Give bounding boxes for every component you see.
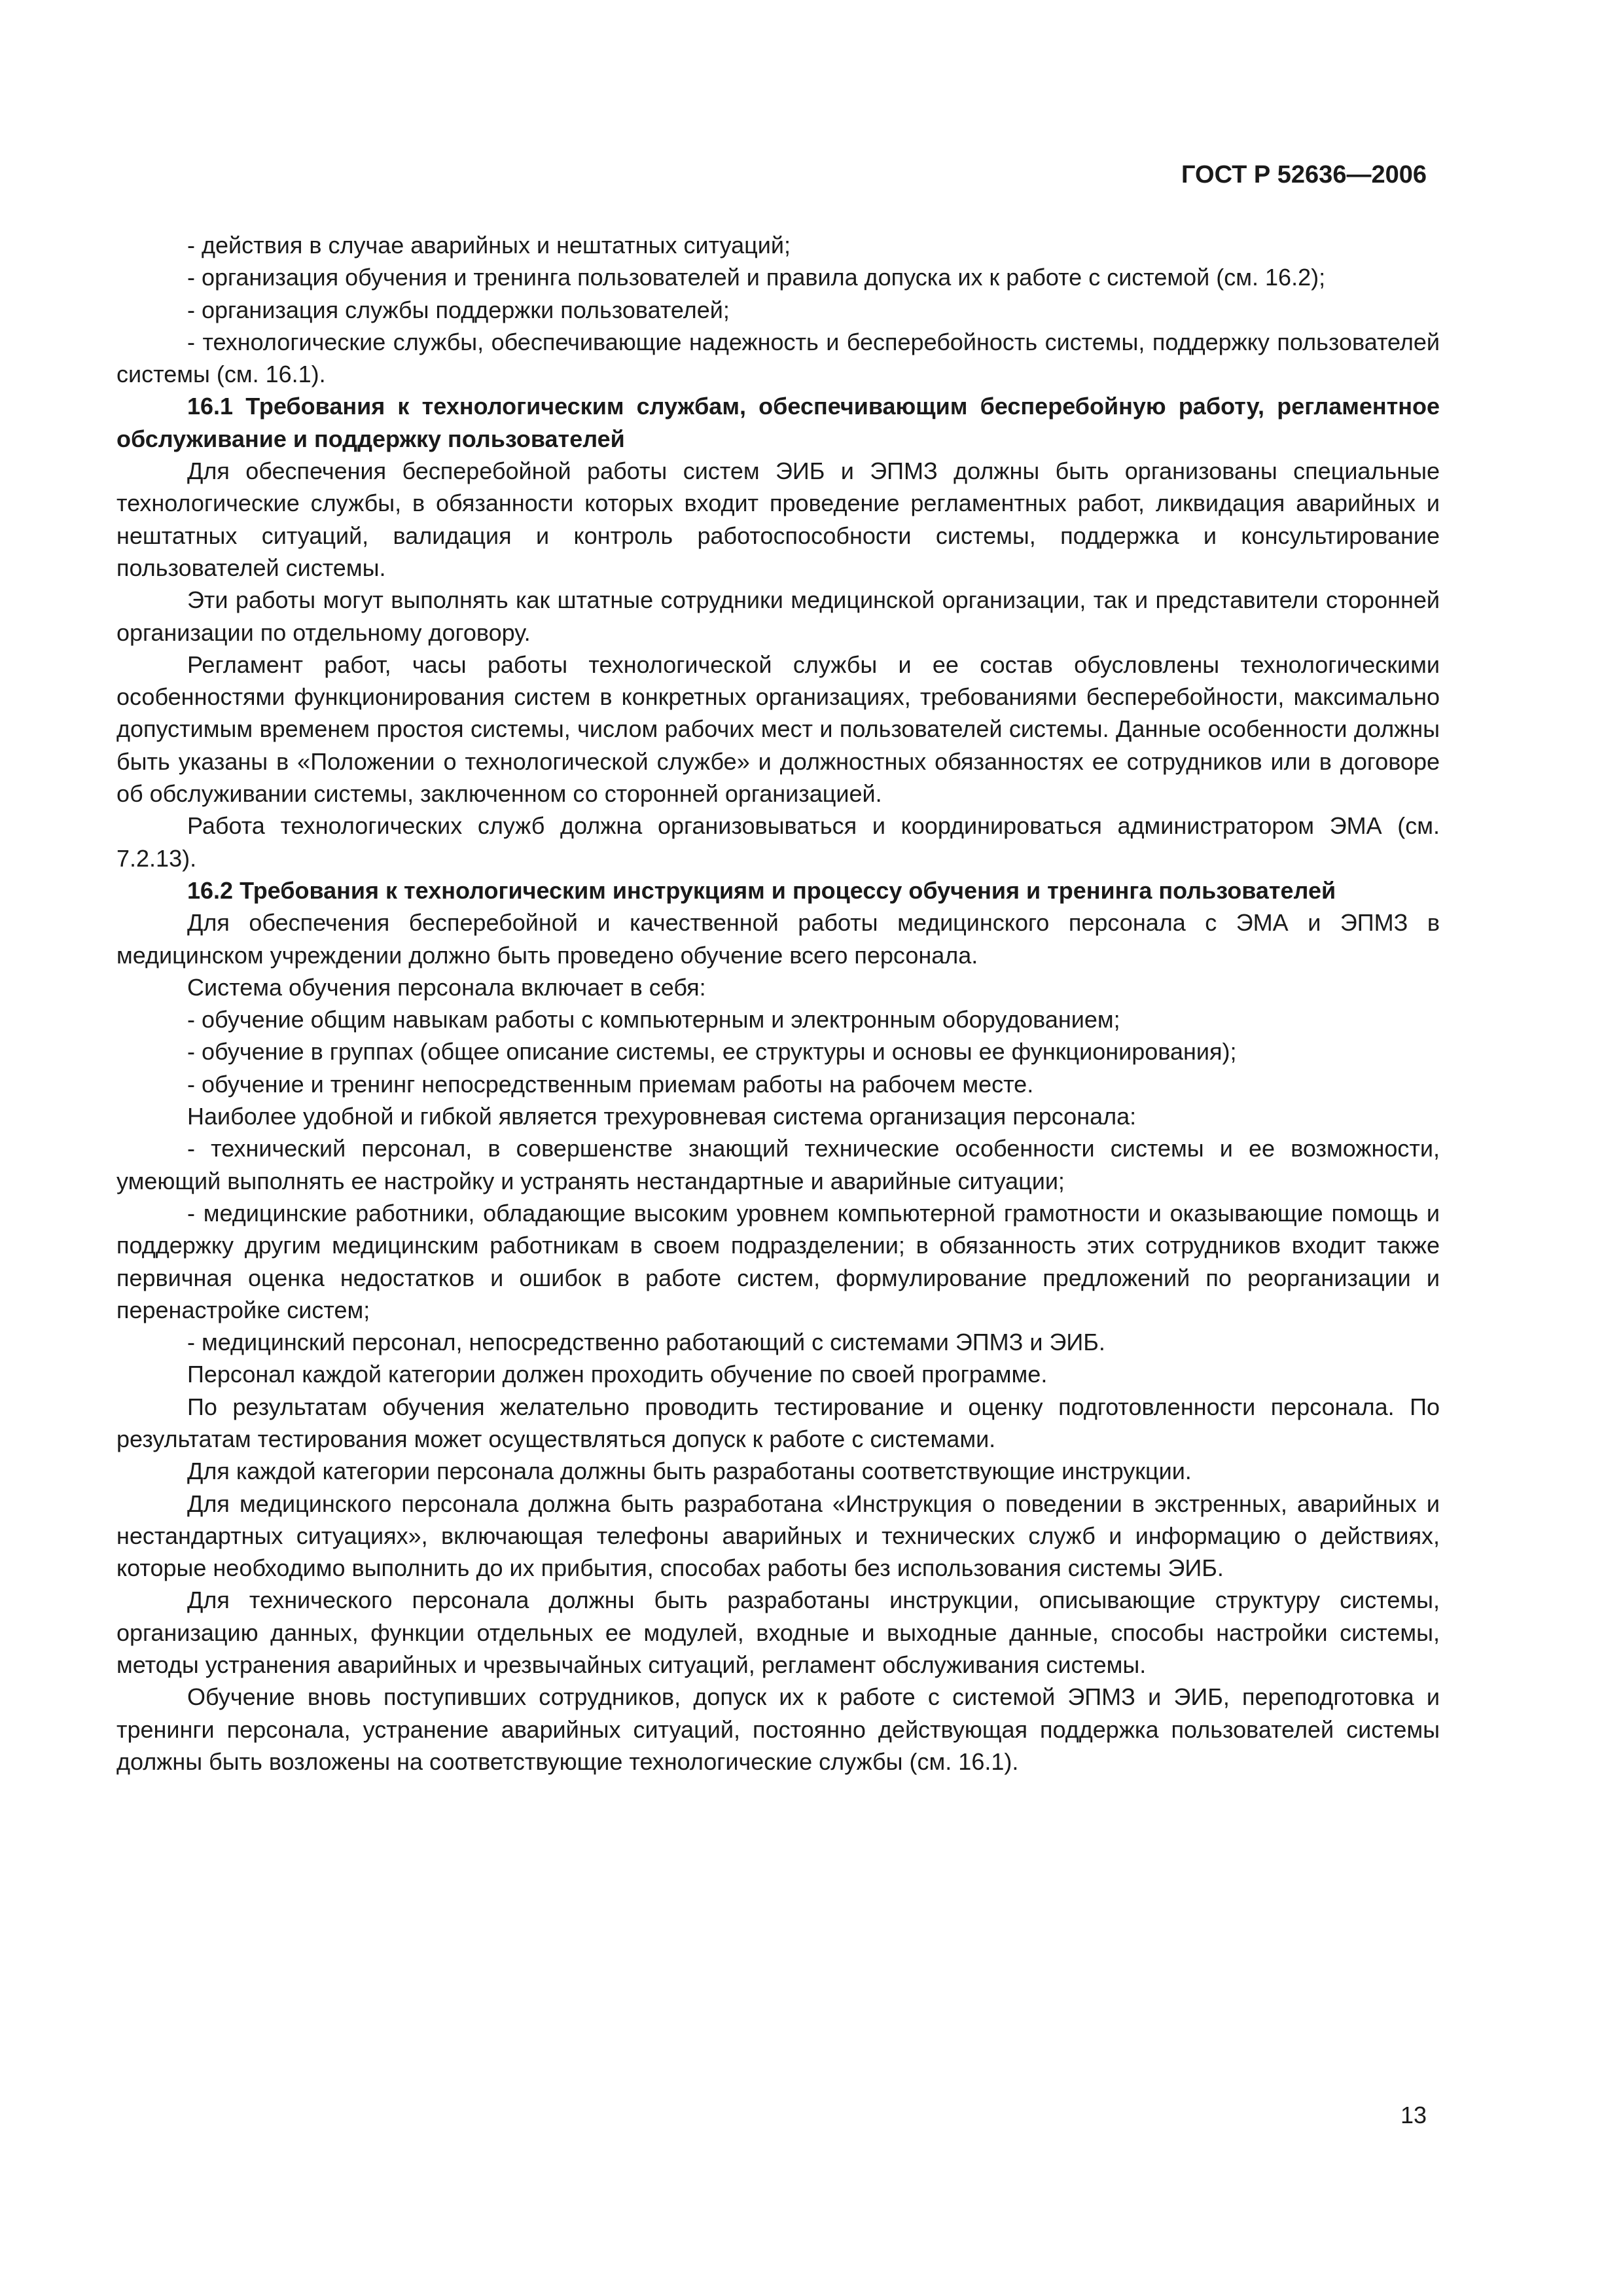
list-item: - технический персонал, в совершенстве знающий технические особенности системы и ее возможности, умеющий выполнять ее настройку и устранять нестандартные и аварийные ситуации; — [116, 1135, 1440, 1194]
list-item: - технологические службы, обеспечивающие надежность и бесперебойность системы, поддержку пользователей системы (см. 16.1). — [116, 328, 1440, 388]
list-item: - обучение и тренинг непосредственным приемам работы на рабочем месте. — [187, 1070, 1034, 1098]
body-paragraph: Для обеспечения бесперебойной и качественной работы медицинского персонала с ЭМА и ЭПМЗ в медицинском учреждении должно быть проведено обучение всего персонала. — [116, 909, 1440, 969]
body-paragraph: Регламент работ, часы работы технологической службы и ее состав обусловлены технологическими особенностями функционирования систем в конкретных организациях, требованиями бесперебойности, максимально допустимым временем простоя системы, числом рабочих мест и пользователей системы. Данные особенности должны быть указаны в «Положении о технологической службе» и должностных обязанностях ее сотрудников или в договоре об обслуживании системы, заключенном со сторонней организацией. — [116, 651, 1440, 808]
list-item: - обучение в группах (общее описание системы, ее структуры и основы ее функционирования); — [187, 1038, 1237, 1066]
body-paragraph: Для технического персонала должны быть разработаны инструкции, описывающие структуру системы, организацию данных, функции отдельных ее модулей, входные и выходные данные, способы настройки системы, методы устранения аварийных и чрезвычайных ситуаций, регламент обслуживания системы. — [116, 1587, 1440, 1679]
list-item: - медицинские работники, обладающие высоким уровнем компьютерной грамотности и оказывающие помощь и поддержку другим медицинским работникам в своем подразделении; в обязанность этих сотрудников входит также первичная оценка недостатков и ошибок в работе систем, формулирование предложений по реорганизации и перенастройке систем; — [116, 1199, 1440, 1323]
body-paragraph: Работа технологических служб должна организовываться и координироваться администратором ЭМА (см. 7.2.13). — [116, 812, 1440, 872]
document-body — [116, 229, 1440, 1778]
body-paragraph: Для медицинского персонала должна быть разработана «Инструкция о поведении в экстренных, аварийных и нестандартных ситуациях», включающая телефоны аварийных и технических служб и информацию о действиях, которые необходимо выполнить до их прибытия, способах работы без использования системы ЭИБ. — [116, 1490, 1440, 1582]
body-paragraph: По результатам обучения желательно проводить тестирование и оценку подготовленности персонала. По результатам тестирования может осуществляться допуск к работе с системами. — [116, 1393, 1440, 1452]
body-paragraph: Для обеспечения бесперебойной работы систем ЭИБ и ЭПМЗ должны быть организованы специальные технологические службы, в обязанности которых входит проведение регламентных работ, ликвидация аварийных и нештатных ситуаций, валидация и контроль работоспособности системы, поддержка и консультирование пользователей системы. — [116, 457, 1440, 581]
list-item: - организация обучения и тренинга пользователей и правила допуска их к работе с системой (см. 16.2); — [187, 264, 1326, 291]
section-heading-16-1: 16.1 Требования к технологическим службам, обеспечивающим бесперебойную работу, регламентное обслуживание и поддержку пользователей — [116, 393, 1440, 452]
section-heading-16-2: 16.2 Требования к технологическим инструкциям и процессу обучения и тренинга пользователей — [187, 876, 1336, 904]
body-paragraph: Для каждой категории персонала должны быть разработаны соответствующие инструкции. — [187, 1458, 1192, 1485]
standard-designation: ГОСТ Р 52636—2006 — [1181, 161, 1427, 188]
list-item: - обучение общим навыкам работы с компьютерным и электронным оборудованием; — [187, 1006, 1120, 1033]
list-item: - действия в случае аварийных и нештатных ситуаций; — [187, 232, 791, 259]
list-item: - медицинский персонал, непосредственно работающий с системами ЭПМЗ и ЭИБ. — [187, 1329, 1105, 1356]
body-paragraph: Наиболее удобной и гибкой является трехуровневая система организация персонала: — [187, 1103, 1137, 1130]
page-number: 13 — [1400, 2102, 1427, 2128]
body-paragraph: Система обучения персонала включает в себя: — [187, 973, 706, 1001]
body-paragraph: Эти работы могут выполнять как штатные сотрудники медицинской организации, так и представители сторонней организации по отдельному договору. — [116, 586, 1440, 646]
body-paragraph: Персонал каждой категории должен проходить обучение по своей программе. — [187, 1361, 1048, 1388]
body-paragraph: Обучение вновь поступивших сотрудников, допуск их к работе с системой ЭПМЗ и ЭИБ, переподготовка и тренинги персонала, устранение аварийных ситуаций, постоянно действующая поддержка пользователей системы должны быть возложены на соответствующие технологические службы (см. 16.1). — [116, 1683, 1440, 1775]
list-item: - организация службы поддержки пользователей; — [187, 296, 730, 323]
